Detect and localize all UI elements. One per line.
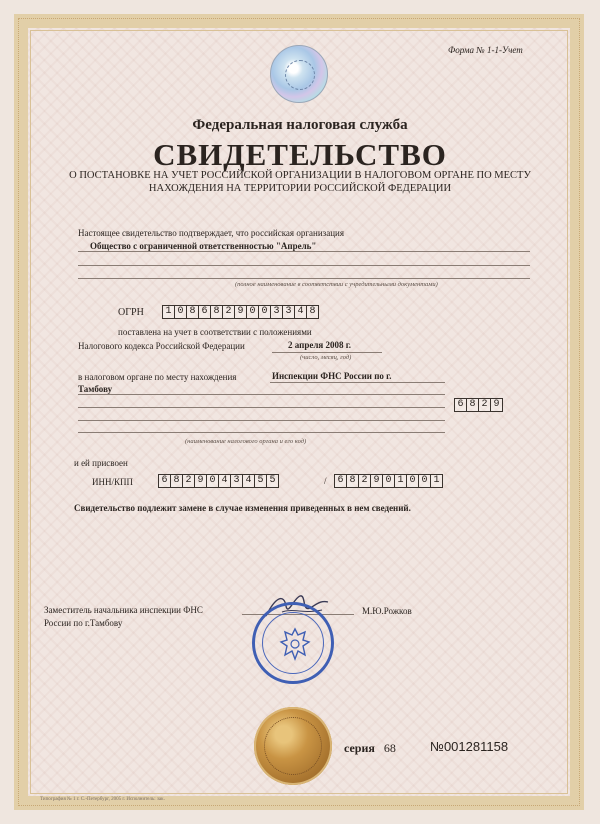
registration-date: 2 апреля 2008 г. bbox=[288, 340, 352, 350]
ogrn-digit: 8 bbox=[186, 305, 199, 319]
tax-office-label: в налоговом органе по месту нахождения bbox=[78, 372, 237, 382]
series-label: серия bbox=[344, 741, 375, 755]
gold-seal-icon bbox=[254, 707, 332, 785]
ogrn-digit: 8 bbox=[306, 305, 319, 319]
ogrn-digit: 3 bbox=[270, 305, 283, 319]
signer-position-1: Заместитель начальника инспекции ФНС bbox=[44, 605, 203, 615]
ogrn-label: ОГРН bbox=[118, 307, 144, 318]
kpp-cells bbox=[334, 474, 443, 488]
tax-office-caption: (наименование налогового органа и его код) bbox=[185, 438, 307, 445]
ogrn-digit: 0 bbox=[246, 305, 259, 319]
inn-digit: 2 bbox=[182, 474, 195, 488]
kpp-digit: 0 bbox=[406, 474, 419, 488]
form-number: Форма № 1-1-Учет bbox=[448, 45, 523, 55]
kpp-digit: 9 bbox=[370, 474, 383, 488]
number-block bbox=[430, 739, 508, 754]
organization-name: Общество с ограниченной ответственностью "Апрель" bbox=[90, 241, 317, 251]
document-title: СВИДЕТЕЛЬСТВО bbox=[153, 137, 447, 172]
ogrn-digit: 3 bbox=[282, 305, 295, 319]
inn-kpp-slash: / bbox=[324, 476, 327, 486]
inn-digit: 0 bbox=[206, 474, 219, 488]
inn-digit: 3 bbox=[230, 474, 243, 488]
kpp-digit: 1 bbox=[430, 474, 443, 488]
kpp-digit: 2 bbox=[358, 474, 371, 488]
number-label: № bbox=[430, 739, 444, 754]
kpp-digit: 0 bbox=[418, 474, 431, 488]
official-stamp-icon bbox=[252, 602, 334, 684]
printer-footer: Типография № 1 г. С.-Петербург, 2005 г. Исполнитель: зак. bbox=[40, 797, 165, 802]
hologram-seal-icon bbox=[270, 45, 328, 103]
tax-office-name-2: Тамбову bbox=[78, 384, 113, 394]
tax-office-name-1: Инспекции ФНС России по г. bbox=[272, 371, 392, 381]
series-value: 68 bbox=[383, 741, 396, 755]
kpp-digit: 6 bbox=[334, 474, 347, 488]
number-value: 001281158 bbox=[443, 739, 509, 754]
eagle-emblem-icon bbox=[279, 627, 311, 661]
intro-text: Настоящее свидетельство подтверждает, что российская организация bbox=[78, 228, 344, 238]
ogrn-digit: 4 bbox=[294, 305, 307, 319]
replacement-notice: Свидетельство подлежит замене в случае изменения приведенных в нем сведений. bbox=[74, 503, 411, 513]
org-name-caption: (полное наименование в соответствии с учредительными документами) bbox=[235, 281, 438, 288]
tax-office-code-digit: 9 bbox=[490, 398, 503, 412]
inn-digit: 5 bbox=[266, 474, 279, 488]
inn-kpp-label: ИНН/КПП bbox=[92, 477, 134, 487]
ogrn-cells bbox=[162, 305, 319, 319]
inn-cells bbox=[158, 474, 279, 488]
signer-position-2: России по г.Тамбову bbox=[44, 618, 123, 628]
inn-digit: 9 bbox=[194, 474, 207, 488]
agency-name: Федеральная налоговая служба bbox=[192, 117, 408, 133]
kpp-digit: 8 bbox=[346, 474, 359, 488]
inn-digit: 5 bbox=[254, 474, 267, 488]
ogrn-digit: 0 bbox=[258, 305, 271, 319]
tax-office-code-digit: 8 bbox=[466, 398, 479, 412]
ogrn-digit: 0 bbox=[174, 305, 187, 319]
ogrn-digit: 8 bbox=[210, 305, 223, 319]
inn-digit: 4 bbox=[218, 474, 231, 488]
ogrn-digit: 2 bbox=[222, 305, 235, 319]
tax-office-code-digit: 2 bbox=[478, 398, 491, 412]
inn-digit: 4 bbox=[242, 474, 255, 488]
inn-digit: 6 bbox=[158, 474, 171, 488]
tax-office-code-digit: 6 bbox=[454, 398, 467, 412]
tax-office-code-cells bbox=[454, 398, 503, 412]
ogrn-digit: 6 bbox=[198, 305, 211, 319]
document-subtitle: О ПОСТАНОВКЕ НА УЧЕТ РОССИЙСКОЙ ОРГАНИЗАЦИИ В НАЛОГОВОМ ОРГАНЕ ПО МЕСТУ НАХОЖДЕНИЯ НА ТЕРРИТОРИИ РОССИЙСКОЙ ФЕДЕРАЦИИ bbox=[69, 170, 531, 194]
registered-text-1: поставлена на учет в соответствии с положениями bbox=[118, 327, 312, 337]
date-caption: (число, месяц, год) bbox=[300, 354, 352, 361]
inn-digit: 8 bbox=[170, 474, 183, 488]
series-block bbox=[344, 741, 396, 756]
assigned-label: и ей присвоен bbox=[74, 458, 128, 468]
kpp-digit: 0 bbox=[382, 474, 395, 488]
kpp-digit: 1 bbox=[394, 474, 407, 488]
ogrn-digit: 1 bbox=[162, 305, 175, 319]
registered-text-2: Налогового кодекса Российской Федерации bbox=[78, 341, 245, 351]
ogrn-digit: 9 bbox=[234, 305, 247, 319]
signer-name: М.Ю.Рожков bbox=[362, 606, 412, 616]
